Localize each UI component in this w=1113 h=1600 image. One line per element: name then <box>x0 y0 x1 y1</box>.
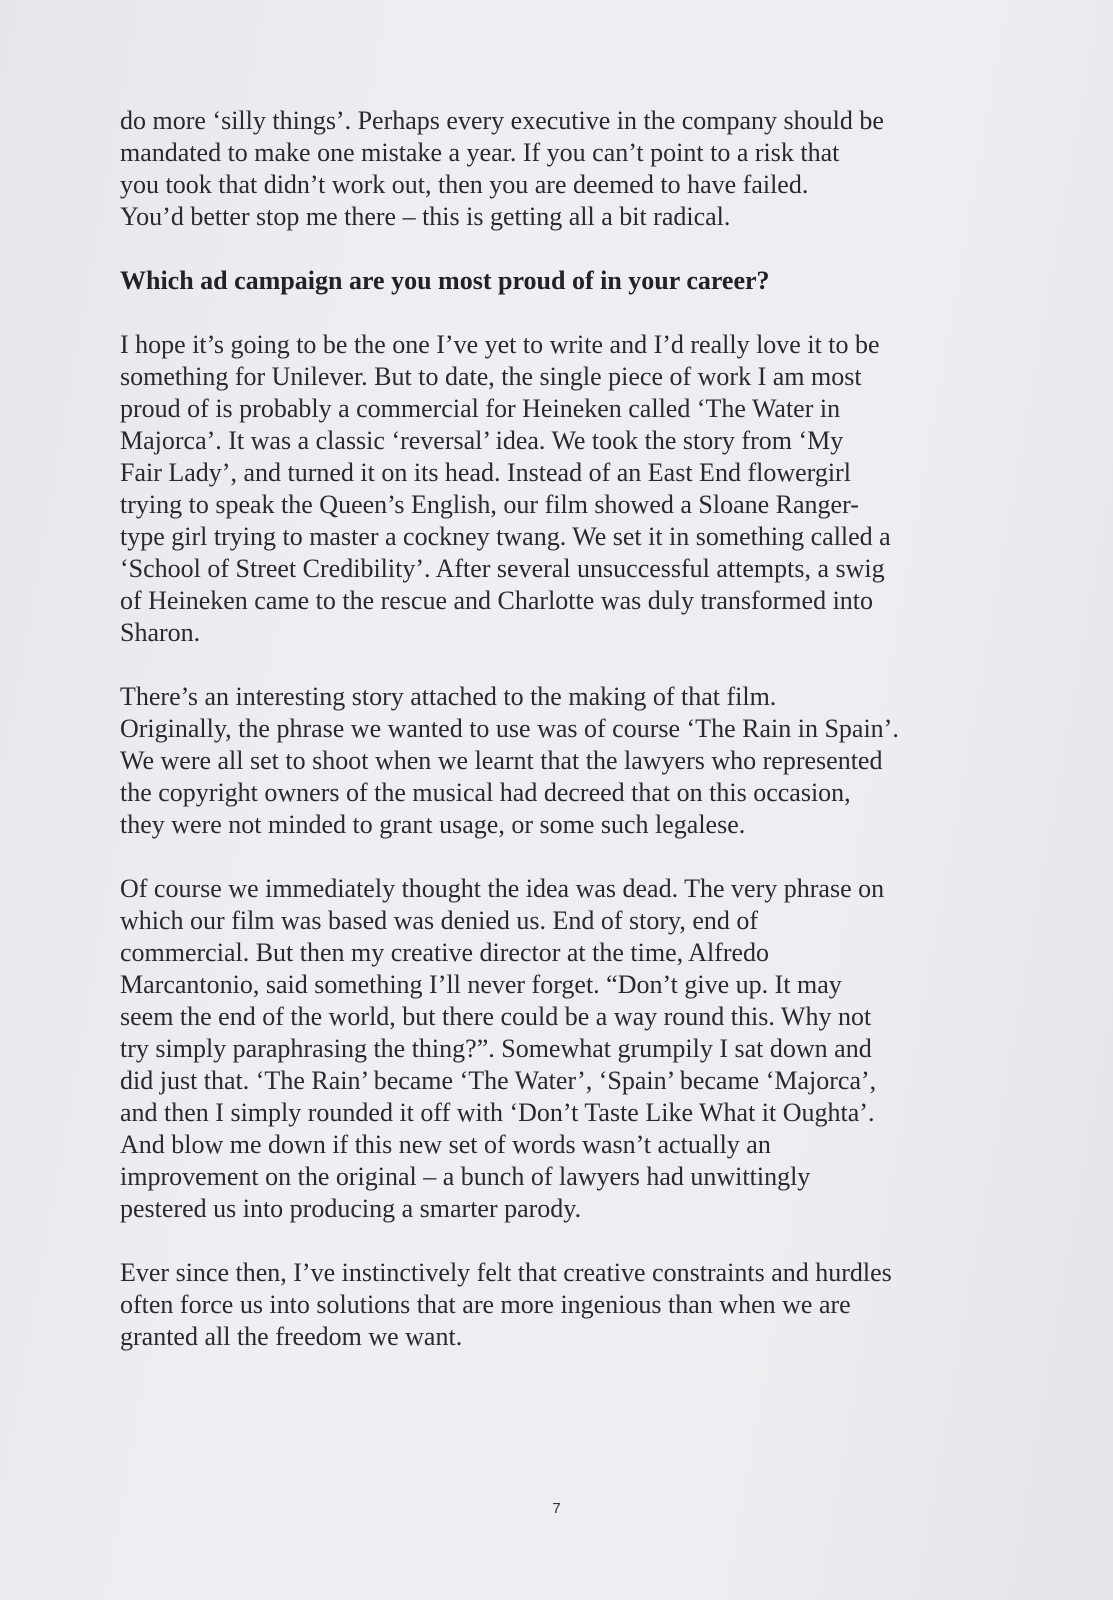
text-line: Marcantonio, said something I’ll never forget. “Don’t give up. It may <box>120 970 842 999</box>
text-line: mandated to make one mistake a year. If you can’t point to a risk that <box>120 138 840 167</box>
text-line: There’s an interesting story attached to the making of that film. <box>120 682 777 711</box>
text-line: granted all the freedom we want. <box>120 1322 463 1351</box>
text-line: I hope it’s going to be the one I’ve yet to write and I’d really love it to be <box>120 330 880 359</box>
text-line: ‘School of Street Credibility’. After several unsuccessful attempts, a swig <box>120 554 885 583</box>
text-line: improvement on the original – a bunch of lawyers had unwittingly <box>120 1162 811 1191</box>
text-line: Of course we immediately thought the idea was dead. The very phrase on <box>120 874 885 903</box>
paragraph-making-of-film <box>120 681 1010 841</box>
text-line: Sharon. <box>120 618 201 647</box>
paragraph-silly-things <box>120 105 1010 233</box>
text-line: proud of is probably a commercial for Heineken called ‘The Water in <box>120 394 841 423</box>
text-line: And blow me down if this new set of words wasn’t actually an <box>120 1130 771 1159</box>
text-line: Fair Lady’, and turned it on its head. Instead of an East End flowergirl <box>120 458 851 487</box>
interview-question: Which ad campaign are you most proud of in your career? <box>120 266 770 295</box>
text-line: which our film was based was denied us. End of story, end of <box>120 906 759 935</box>
text-line: seem the end of the world, but there could be a way round this. Why not <box>120 1002 872 1031</box>
text-line: the copyright owners of the musical had decreed that on this occasion, <box>120 778 851 807</box>
text-line: of Heineken came to the rescue and Charlotte was duly transformed into <box>120 586 874 615</box>
text-line: commercial. But then my creative director at the time, Alfredo <box>120 938 770 967</box>
text-line: often force us into solutions that are more ingenious than when we are <box>120 1290 851 1319</box>
text-line: Originally, the phrase we wanted to use was of course ‘The Rain in Spain’. <box>120 714 899 743</box>
text-line: Ever since then, I’ve instinctively felt that creative constraints and hurdles <box>120 1258 892 1287</box>
text-line: pestered us into producing a smarter parody. <box>120 1194 582 1223</box>
text-line: something for Unilever. But to date, the single piece of work I am most <box>120 362 862 391</box>
paragraph-paraphrasing <box>120 873 1010 1225</box>
text-line: You’d better stop me there – this is getting all a bit radical. <box>120 202 731 231</box>
text-line: did just that. ‘The Rain’ became ‘The Water’, ‘Spain’ became ‘Majorca’, <box>120 1066 877 1095</box>
text-line: Majorca’. It was a classic ‘reversal’ idea. We took the story from ‘My <box>120 426 844 455</box>
page-text <box>120 105 1010 1385</box>
text-line: and then I simply rounded it off with ‘Don’t Taste Like What it Oughta’. <box>120 1098 875 1127</box>
page-number: 7 <box>552 1500 561 1517</box>
paragraph-creative-constraints <box>120 1257 1010 1353</box>
text-line: you took that didn’t work out, then you are deemed to have failed. <box>120 170 809 199</box>
text-line: We were all set to shoot when we learnt that the lawyers who represented <box>120 746 883 775</box>
text-line: try simply paraphrasing the thing?”. Somewhat grumpily I sat down and <box>120 1034 872 1063</box>
text-line: do more ‘silly things’. Perhaps every executive in the company should be <box>120 106 884 135</box>
paragraph-heineken-commercial <box>120 329 1010 649</box>
text-line: they were not minded to grant usage, or some such legalese. <box>120 810 746 839</box>
text-line: type girl trying to master a cockney twang. We set it in something called a <box>120 522 891 551</box>
text-line: trying to speak the Queen’s English, our film showed a Sloane Ranger- <box>120 490 859 519</box>
